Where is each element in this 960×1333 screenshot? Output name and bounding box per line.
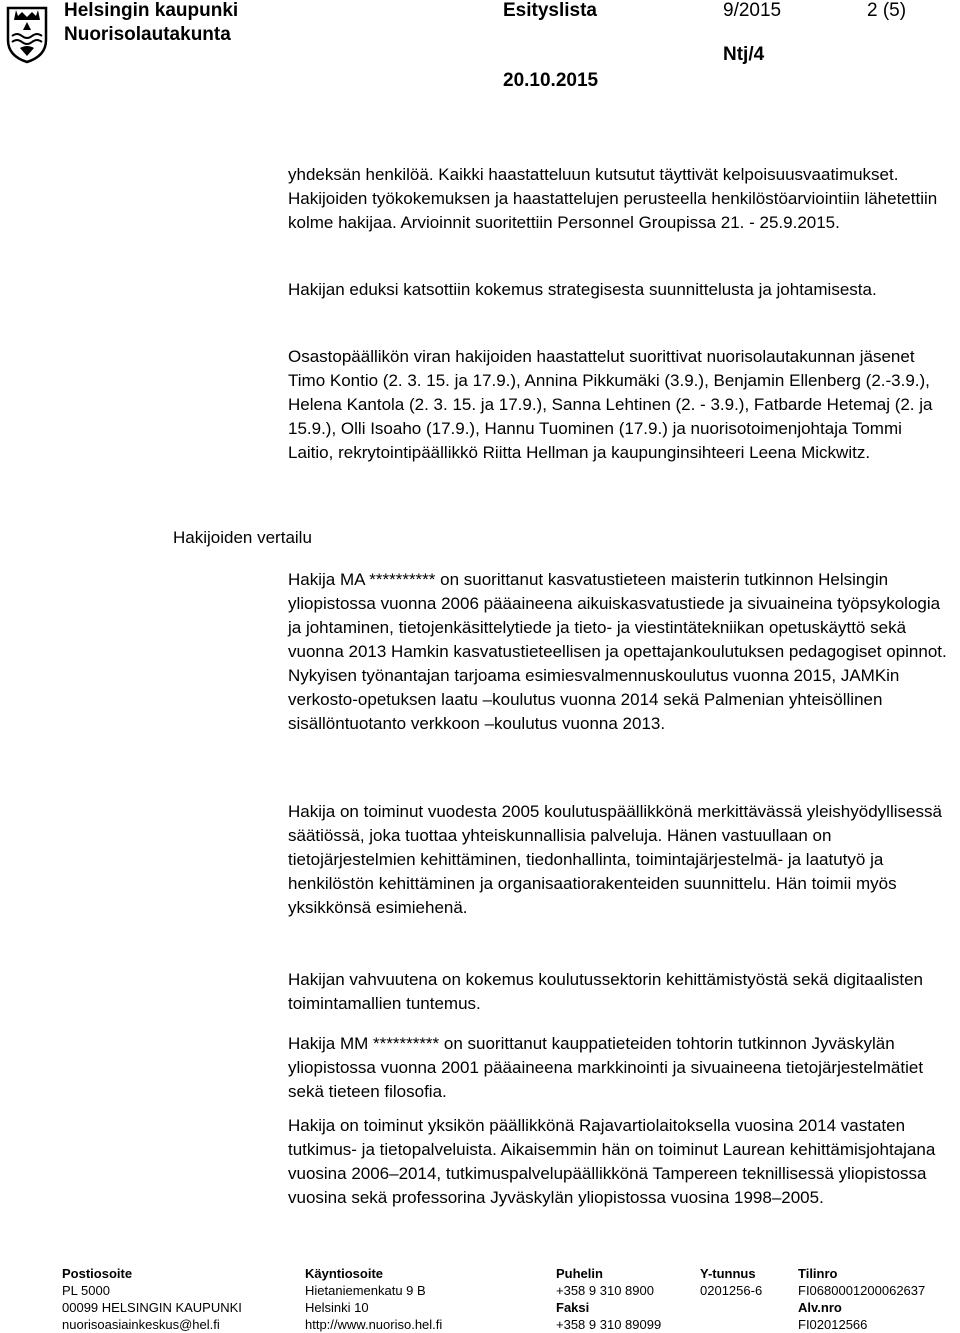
paragraph-applicant-mm-experience: Hakija on toiminut yksikön päällikkönä Rajavartiolaitoksella vuosina 2014 vastaten tutkimus- ja tietopalveluista. Aikaisemmin hän on toiminut Laurean kehittämisjohtajana vuosina 2006–2014, tutkimuspalvelupäällikkönä Tampereen teknillisessä yliopistossa vuosina sekä professorina Jyväskylän yliopistossa vuosina 1998–2005.	[288, 1116, 936, 1207]
paragraph-merit: Hakijan eduksi katsottiin kokemus strategisesta suunnittelusta ja johtamisesta.	[288, 280, 877, 299]
paragraph-applicant-ma-strength: Hakijan vahvuutena on kokemus koulutussektorin kehittämistyöstä sekä digitaalisten toimintamallien tuntemus.	[288, 970, 924, 1013]
page-number: 2 (5)	[867, 0, 907, 21]
footer-phone-fax: Puhelin +358 9 310 8900 Faksi +358 9 310 89099	[556, 1266, 662, 1332]
meeting-date: 20.10.2015	[503, 70, 599, 91]
paragraph-interviewers: Osastopäällikön viran hakijoiden haastattelut suorittivat nuorisolautakunnan jäsenet Timo Kontio (2. 3. 15. ja 17.9.), Annina Pikkumäki (3.9.), Benjamin Ellenberg (2.-3.9.), Helena Kantola (2. 3. 15. ja 17.9.), Sanna Lehtinen (2. - 3.9.), Fatbarde Hetemaj (2. ja 15.9.), Olli Isoaho (17.9.), Hannu Tuominen (17.9.) ja nuorisotoimenjohtaja Tommi Laitio, rekrytointipäällikkö Riitta Hellman ja kaupunginsihteeri Leena Mickwitz.	[288, 347, 933, 462]
footer-bank-vat: Tilinro FI0680001200062637 Alv.nro FI02012566	[798, 1266, 926, 1332]
footer-website-link[interactable]: http://www.nuoriso.hel.fi	[305, 1317, 443, 1332]
document-type: Esityslista	[503, 0, 597, 21]
paragraph-applicant-ma-education: Hakija MA ********** on suorittanut kasvatustieteen maisterin tutkinnon Helsingin yliopistossa vuonna 2006 pääaineena aikuiskasvatustiede ja sivuaineina työpsykologia ja johtaminen, tietojenkäsittelytiede ja tieto- ja viestintätekniikan opetuskäyttö sekä vuonna 2013 Hamkin kasvatustieteellisen ja opettajankoulutuksen pedagogiset opinnot. Nykyisen työnantajan tarjoama esimiesvalmennuskoulutus vuonna 2015, JAMKin verkosto-opetuksen laatu –koulutus vuonna 2014 sekä Palmenian yhteisöllinen sisällöntuotanto verkkoon –koulutus vuonna 2013.	[288, 570, 947, 733]
footer-visiting-address: Käyntiosoite Hietaniemenkatu 9 B Helsinki 10 http://www.nuoriso.hel.fi	[305, 1266, 443, 1332]
section-label-applicant-comparison: Hakijoiden vertailu	[173, 528, 312, 547]
footer-email-link[interactable]: nuorisoasiainkeskus@hel.fi	[62, 1317, 220, 1332]
paragraph-applicant-ma-experience: Hakija on toiminut vuodesta 2005 koulutuspäällikkönä merkittävässä yleishyödyllisessä säätiössä, joka tuottaa yhteiskunnallisia palveluja. Hänen vastuullaan on tietojärjestelmien kehittäminen, tiedonhallinta, toimintajärjestelmä- ja laatutyö ja henkilöstön kehittäminen ja organisaatiorakenteiden suunnittelu. Hän toimii myös yksikkönsä esimiehenä.	[288, 802, 942, 917]
organization-name: Helsingin kaupunki	[64, 0, 239, 21]
document-number: 9/2015	[723, 0, 782, 21]
item-reference: Ntj/4	[723, 44, 765, 65]
committee-name: Nuorisolautakunta	[64, 24, 231, 45]
footer-business-id: Y-tunnus 0201256-6	[700, 1266, 763, 1298]
helsinki-crest-logo	[6, 6, 48, 64]
footer-postal-address: Postiosoite PL 5000 00099 HELSINGIN KAUPUNKI nuorisoasiainkeskus@hel.fi	[62, 1266, 242, 1332]
paragraph-intro: yhdeksän henkilöä. Kaikki haastatteluun kutsutut täyttivät kelpoisuusvaatimukset. Hakijoiden työkokemuksen ja haastattelujen perusteella henkilöstöarviointiin lähetettiin kolme hakijaa. Arvioinnit suoritettiin Personnel Groupissa 21. - 25.9.2015.	[288, 165, 938, 232]
paragraph-applicant-mm-education: Hakija MM ********** on suorittanut kauppatieteiden tohtorin tutkinnon Jyväskylän yliopistossa vuonna 2001 pääaineena markkinointi ja sivuaineena tietojärjestelmätiet sekä tieteen filosofia.	[288, 1034, 924, 1101]
footer	[0, 1265, 960, 1332]
